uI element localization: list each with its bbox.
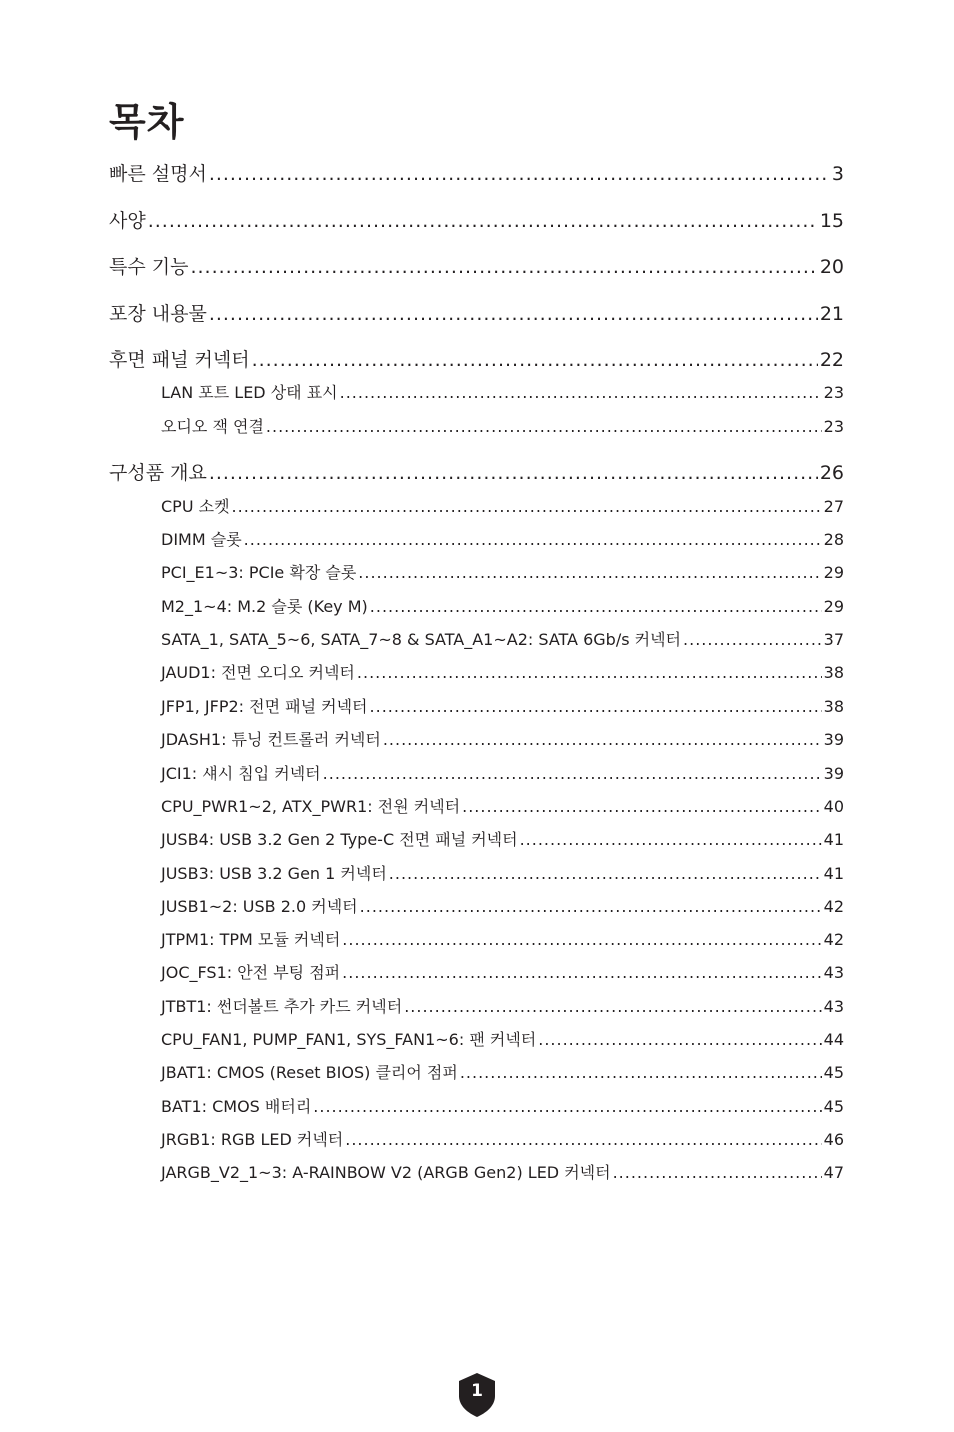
toc-entry-page: 26 (819, 462, 844, 484)
toc-entry-label: CPU_PWR1~2, ATX_PWR1: 전원 커넥터 (161, 797, 461, 816)
page-number-badge (458, 1372, 496, 1418)
toc-entry-label: JDASH1: 튜닝 컨트롤러 커넥터 (161, 730, 381, 749)
toc-entry-page: 45 (823, 1097, 844, 1116)
toc-entry-label: SATA_1, SATA_5~6, SATA_7~8 & SATA_A1~A2: SATA 6Gb/s 커넥터 (161, 630, 682, 649)
dot-leader (232, 496, 822, 518)
dot-leader (358, 562, 821, 584)
toc-entry-label: JUSB3: USB 3.2 Gen 1 커넥터 (161, 864, 387, 883)
dot-leader (360, 896, 822, 918)
dot-leader (190, 254, 817, 280)
toc-entry-label: 구성품 개요 (109, 462, 207, 484)
toc-entry-specifications[interactable] (109, 208, 844, 234)
toc-entry-label: JTPM1: TPM 모듈 커넥터 (161, 930, 341, 949)
toc-subentry[interactable] (161, 629, 844, 651)
dot-leader (148, 208, 818, 234)
dot-leader (244, 529, 822, 551)
toc-entry-label: 빠른 설명서 (109, 163, 207, 185)
toc-subentry-lan-led[interactable] (161, 382, 844, 404)
dot-leader (209, 460, 818, 486)
toc-entry-page: 40 (823, 797, 844, 816)
dot-leader (389, 863, 822, 885)
dot-leader (462, 796, 822, 818)
toc-entry-page: 45 (823, 1063, 844, 1082)
dot-leader (209, 161, 830, 187)
dot-leader (370, 596, 822, 618)
toc-entry-label: JARGB_V2_1~3: A-RAINBOW V2 (ARGB Gen2) LED 커넥터 (161, 1163, 611, 1182)
toc-entry-label: JAUD1: 전면 오디오 커넥터 (161, 663, 355, 682)
dot-leader (357, 662, 822, 684)
toc-subentry[interactable] (161, 796, 844, 818)
dot-leader (370, 696, 822, 718)
toc-entry-label: 특수 기능 (109, 256, 189, 278)
toc-entry-special-features[interactable] (109, 254, 844, 280)
toc-entry-page: 47 (823, 1163, 844, 1182)
toc-entry-page: 41 (823, 864, 844, 883)
toc-subentry[interactable] (161, 1062, 844, 1084)
dot-leader (209, 301, 818, 327)
toc-subentry[interactable] (161, 1029, 844, 1051)
toc-entry-label: CPU_FAN1, PUMP_FAN1, SYS_FAN1~6: 팬 커넥터 (161, 1030, 537, 1049)
toc-entry-page: 46 (823, 1130, 844, 1149)
toc-entry-label: 오디오 잭 연결 (161, 417, 264, 436)
toc-entry-page: 43 (823, 997, 844, 1016)
toc-entry-label: JFP1, JFP2: 전면 패널 커넥터 (161, 697, 368, 716)
toc-subentry[interactable] (161, 863, 844, 885)
toc-entry-quick-guide[interactable] (109, 161, 844, 187)
page-number: 1 (471, 1381, 483, 1401)
toc-subentry[interactable] (161, 562, 844, 584)
toc-entry-label: JUSB1~2: USB 2.0 커넥터 (161, 897, 358, 916)
dot-leader (342, 929, 821, 951)
toc-subentry[interactable] (161, 763, 844, 785)
toc-entry-label: M2_1~4: M.2 슬롯 (Key M) (161, 597, 368, 616)
toc-entry-back-panel-connectors[interactable] (109, 347, 844, 373)
toc-entry-page: 23 (823, 417, 844, 436)
toc-entry-label: JBAT1: CMOS (Reset BIOS) 클리어 점퍼 (161, 1063, 458, 1082)
toc-entry-page: 39 (823, 730, 844, 749)
toc-entry-page: 21 (819, 303, 844, 325)
page-title: 목차 (109, 100, 185, 144)
toc-subentry[interactable] (161, 729, 844, 751)
toc-subentry[interactable] (161, 1096, 844, 1118)
toc-subentry[interactable] (161, 662, 844, 684)
toc-entry-label: JUSB4: USB 3.2 Gen 2 Type-C 전면 패널 커넥터 (161, 830, 518, 849)
toc-entry-label: JTBT1: 썬더볼트 추가 카드 커넥터 (161, 997, 403, 1016)
dot-leader (345, 1129, 821, 1151)
toc-entry-page: 15 (819, 210, 844, 232)
toc-subentry[interactable] (161, 496, 844, 518)
toc-subentry[interactable] (161, 696, 844, 718)
toc-subentry-audio-jack[interactable] (161, 416, 844, 438)
dot-leader (340, 382, 822, 404)
toc-entry-label: DIMM 슬롯 (161, 530, 242, 549)
toc-entry-page: 42 (823, 897, 844, 916)
toc-entry-label: 후면 패널 커넥터 (109, 349, 250, 371)
toc-entry-label: 포장 내용물 (109, 303, 207, 325)
toc-entry-label: LAN 포트 LED 상태 표시 (161, 383, 338, 402)
dot-leader (342, 962, 822, 984)
toc-entry-label: CPU 소켓 (161, 497, 230, 516)
dot-leader (383, 729, 822, 751)
toc-entry-page: 23 (823, 383, 844, 402)
toc-entry-page: 29 (823, 597, 844, 616)
toc-entry-page: 3 (831, 163, 844, 185)
toc-entry-page: 43 (823, 963, 844, 982)
dot-leader (323, 763, 822, 785)
toc-entry-page: 38 (823, 697, 844, 716)
toc-entry-package-contents[interactable] (109, 301, 844, 327)
toc-entry-label: JRGB1: RGB LED 커넥터 (161, 1130, 344, 1149)
dot-leader (520, 829, 822, 851)
toc-subentry[interactable] (161, 529, 844, 551)
dot-leader (538, 1029, 821, 1051)
toc-entry-label: PCI_E1~3: PCIe 확장 슬롯 (161, 563, 357, 582)
toc-subentry[interactable] (161, 1129, 844, 1151)
dot-leader (613, 1162, 822, 1184)
dot-leader (683, 629, 822, 651)
toc-entry-page: 20 (819, 256, 844, 278)
toc-subentry[interactable] (161, 896, 844, 918)
dot-leader (404, 996, 821, 1018)
toc-entry-page: 39 (823, 764, 844, 783)
toc-entry-label: 사양 (109, 210, 146, 232)
toc-entry-page: 22 (819, 349, 844, 371)
toc-subentry[interactable] (161, 962, 844, 984)
toc-entry-label: JCI1: 섀시 침입 커넥터 (161, 764, 321, 783)
toc-entry-page: 29 (823, 563, 844, 582)
dot-leader (252, 347, 818, 373)
toc-entry-page: 37 (823, 630, 844, 649)
dot-leader (266, 416, 822, 438)
dot-leader (313, 1096, 821, 1118)
toc-subentry[interactable] (161, 1162, 844, 1184)
toc-subentry[interactable] (161, 829, 844, 851)
toc-entry-page: 41 (823, 830, 844, 849)
toc-subentry[interactable] (161, 929, 844, 951)
toc-entry-page: 38 (823, 663, 844, 682)
toc-entry-label: JOC_FS1: 안전 부팅 점퍼 (161, 963, 341, 982)
toc-subentry[interactable] (161, 996, 844, 1018)
toc-entry-page: 28 (823, 530, 844, 549)
toc-entry-page: 44 (823, 1030, 844, 1049)
dot-leader (460, 1062, 822, 1084)
toc-entry-overview-of-components[interactable] (109, 460, 844, 486)
toc-entry-page: 27 (823, 497, 844, 516)
toc-entry-page: 42 (823, 930, 844, 949)
toc-entry-label: BAT1: CMOS 배터리 (161, 1097, 312, 1116)
toc-subentry[interactable] (161, 596, 844, 618)
